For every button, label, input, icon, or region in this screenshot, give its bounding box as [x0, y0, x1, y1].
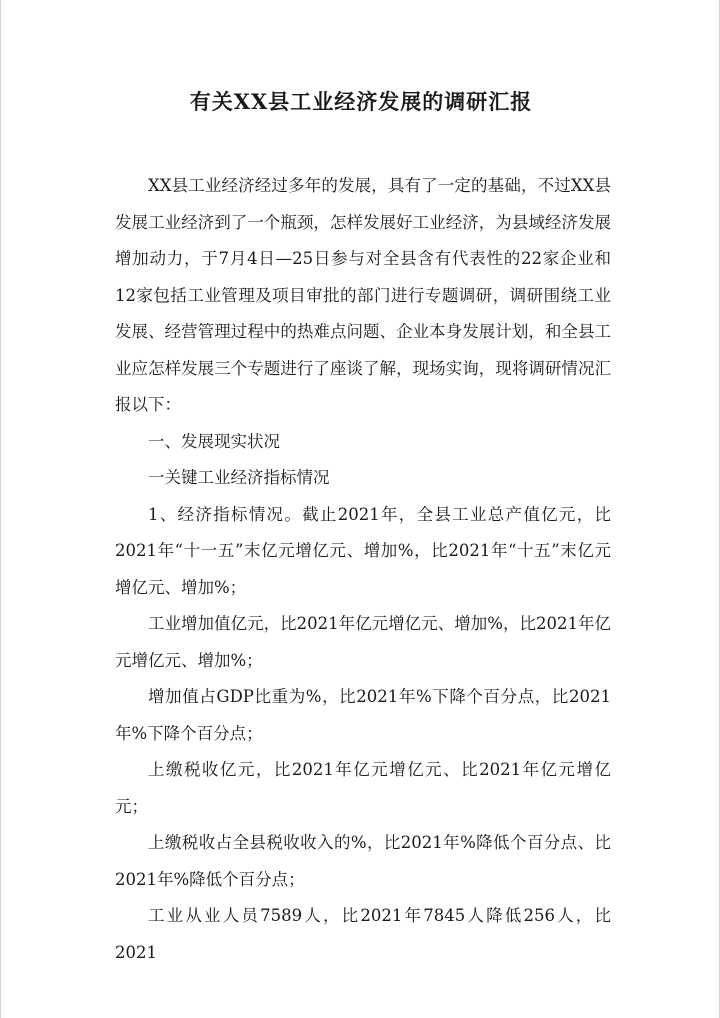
heading-subsection-1: 一关键工业经济指标情况	[148, 468, 330, 487]
paragraph-tax: 上缴税收亿元，比2021年亿元增亿元、比2021年亿元增亿元；	[115, 760, 611, 816]
paragraph-tax-share: 上缴税收占全县税收收入的%，比2021年%降低个百分点、比2021年%降低个百分点；	[115, 833, 611, 889]
paragraph-added-value: 工业增加值亿元，比2021年亿元增亿元、增加%，比2021年亿元增亿元、增加%；	[115, 614, 611, 670]
document-body	[115, 168, 611, 971]
document-title: 有关XX县工业经济发展的调研汇报	[189, 89, 533, 114]
paragraph-gdp-share: 增加值占GDP比重为%，比2021年%下降个百分点，比2021年%下降个百分点；	[115, 687, 611, 743]
paragraph-intro: XX县工业经济经过多年的发展，具有了一定的基础，不过XX县发展工业经济到了一个瓶颈，怎样发展好工业经济，为县域经济发展增加动力，于7月4日—25日参与对全县含有代表性的22家企业和12家包括工业管理及项目审批的部门进行专题调研，调研围绕工业发展、经营管理过程中的热难点问题、企业本身发展计划，和全县工业应怎样发展三个专题进行了座谈了解，现场实询，现将调研情况汇报以下：	[115, 176, 611, 414]
paragraph-employment: 工业从业人员7589人，比2021年7845人降低256人，比2021	[115, 906, 611, 962]
paragraph-indicators: 1、经济指标情况。截止2021年，全县工业总产值亿元，比2021年“十一五”末亿元增亿元、增加%，比2021年“十五”末亿元增亿元、增加%；	[115, 504, 611, 597]
heading-section-1: 一、发展现实状况	[148, 431, 280, 451]
